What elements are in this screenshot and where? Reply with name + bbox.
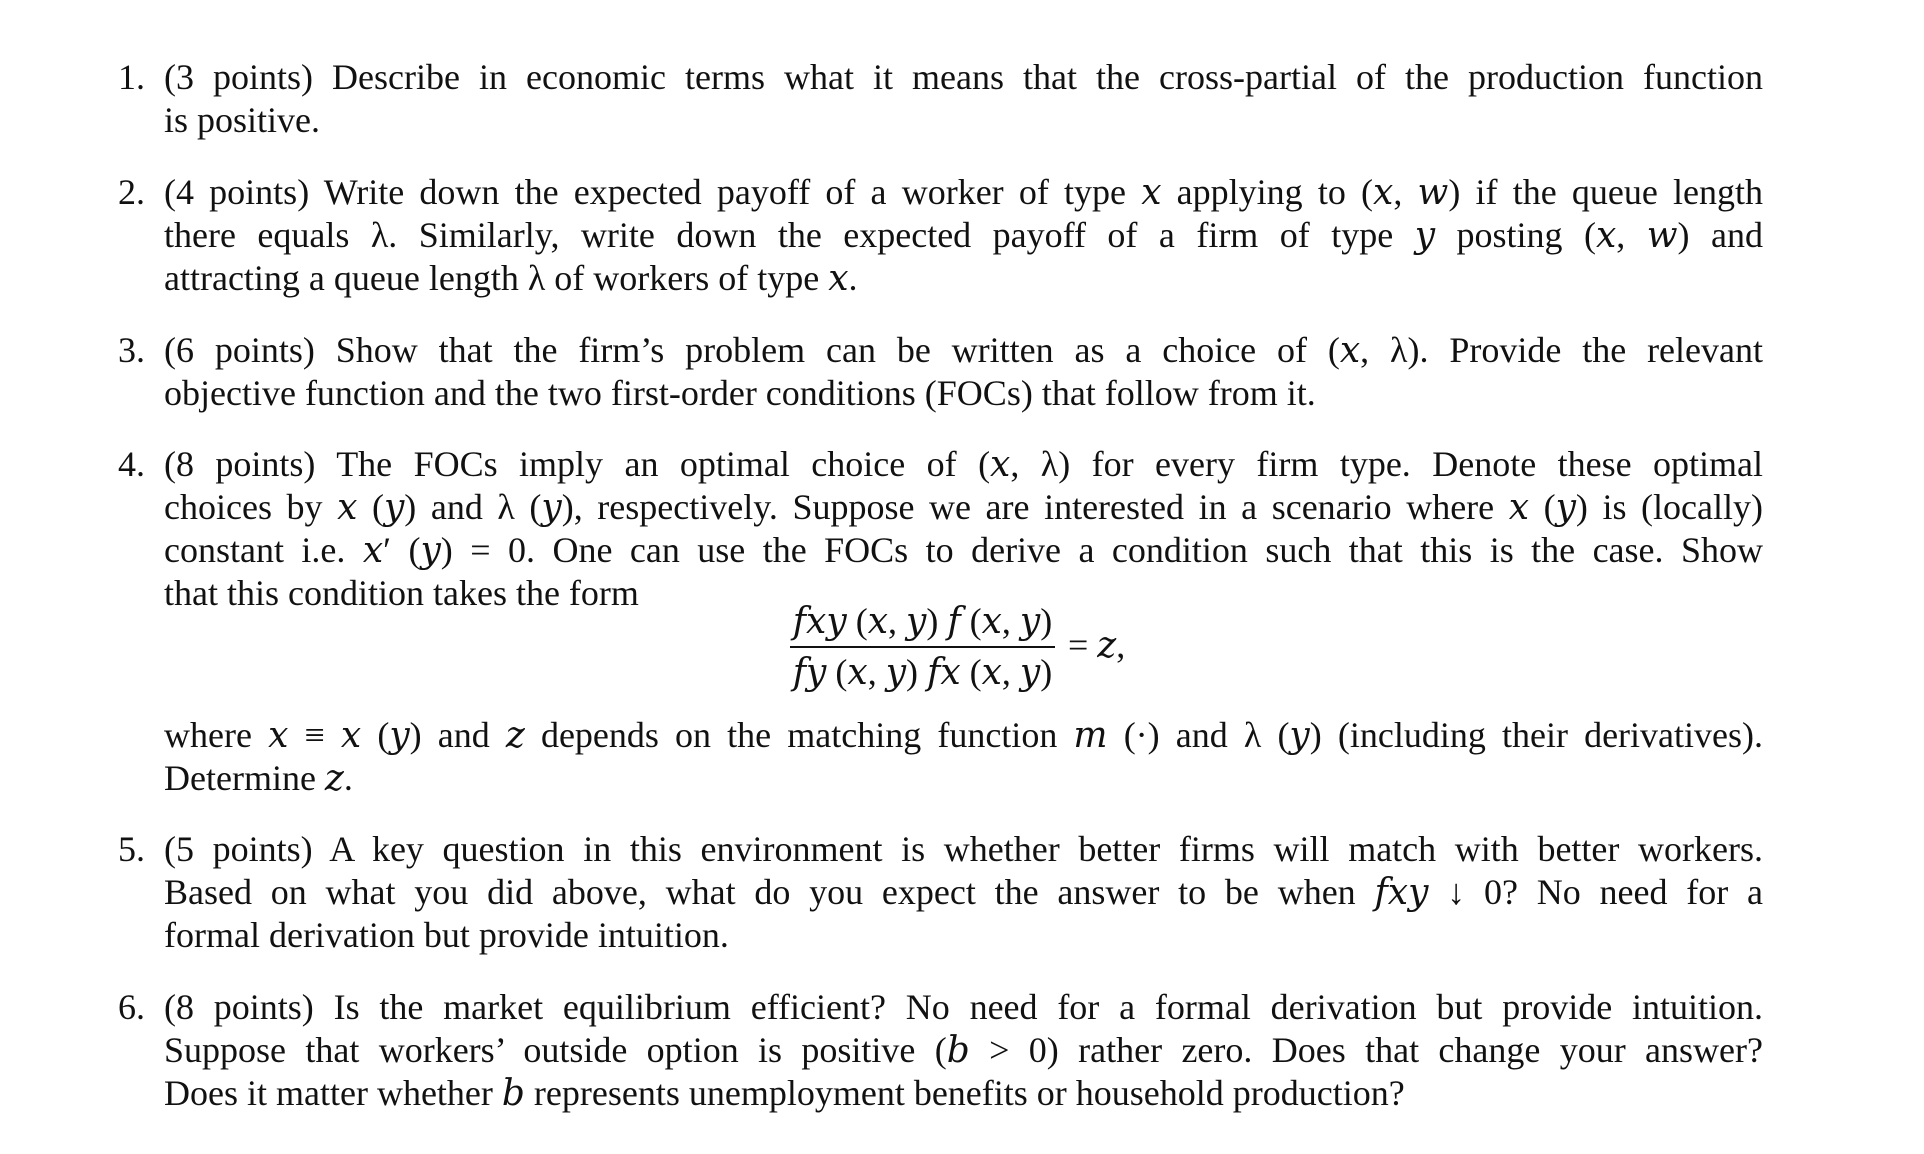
question-number: 1. — [118, 57, 145, 97]
equation-rhs: = 𝑧, — [1068, 625, 1126, 665]
question-text-line: that this condition takes the form — [164, 573, 639, 613]
question-number: 5. — [118, 829, 145, 869]
question-text-line: (5 points) A key question in this environment is whether better firms will match with better workers. — [164, 829, 1763, 869]
question-number: 6. — [118, 987, 145, 1027]
question-text-line: (8 points) Is the market equilibrium efficient? No need for a formal derivation but provide intuition. — [164, 987, 1763, 1027]
question-text-line: (6 points) Show that the firm’s problem can be written as a choice of (𝑥, λ). Provide the relevant — [164, 330, 1763, 370]
question-text-line: constant i.e. 𝑥′ (𝑦) = 0. One can use the FOCs to derive a condition such that this is the case. Show — [164, 530, 1763, 570]
display-equation — [790, 600, 1150, 690]
question-text-line: choices by 𝑥 (𝑦) and λ (𝑦), respectively. Suppose we are interested in a scenario where 𝑥 (𝑦) is (locally) — [164, 487, 1763, 527]
fraction-denominator: 𝑓𝑦 (𝑥, 𝑦) 𝑓𝑥 (𝑥, 𝑦) — [792, 652, 1053, 692]
fraction-numerator: 𝑓𝑥𝑦 (𝑥, 𝑦) 𝑓 (𝑥, 𝑦) — [792, 601, 1053, 641]
question-text-line: (4 points) Write down the expected payoff of a worker of type 𝑥 applying to (𝑥, 𝑤) if the queue length — [164, 172, 1763, 212]
question-text-line: Determine 𝑧. — [164, 758, 353, 798]
question-number: 4. — [118, 444, 145, 484]
question-text-line: Does it matter whether 𝑏 represents unemployment benefits or household production? — [164, 1073, 1405, 1113]
question-text-line: Suppose that workers’ outside option is positive (𝑏 > 0) rather zero. Does that change your answer? — [164, 1030, 1763, 1070]
question-text-line: Based on what you did above, what do you expect the answer to be when 𝑓𝑥𝑦 ↓ 0? No need for a — [164, 872, 1763, 912]
question-text-line: there equals λ. Similarly, write down the expected payoff of a firm of type 𝑦 posting (𝑥, 𝑤) and — [164, 215, 1763, 255]
question-text-line: (8 points) The FOCs imply an optimal choice of (𝑥, λ) for every firm type. Denote these optimal — [164, 444, 1763, 484]
fraction-bar — [790, 646, 1055, 648]
question-text-line: where 𝑥 ≡ 𝑥 (𝑦) and 𝑧 depends on the matching function 𝑚 (·) and λ (𝑦) (including their derivatives). — [164, 715, 1763, 755]
question-number: 2. — [118, 172, 145, 212]
question-text-line: attracting a queue length λ of workers of type 𝑥. — [164, 258, 858, 298]
question-text-line: (3 points) Describe in economic terms what it means that the cross-partial of the production function — [164, 57, 1763, 97]
question-text-line: is positive. — [164, 100, 321, 140]
question-text-line: objective function and the two first-order conditions (FOCs) that follow from it. — [164, 373, 1316, 413]
question-text-line: formal derivation but provide intuition. — [164, 915, 729, 955]
question-number: 3. — [118, 330, 145, 370]
